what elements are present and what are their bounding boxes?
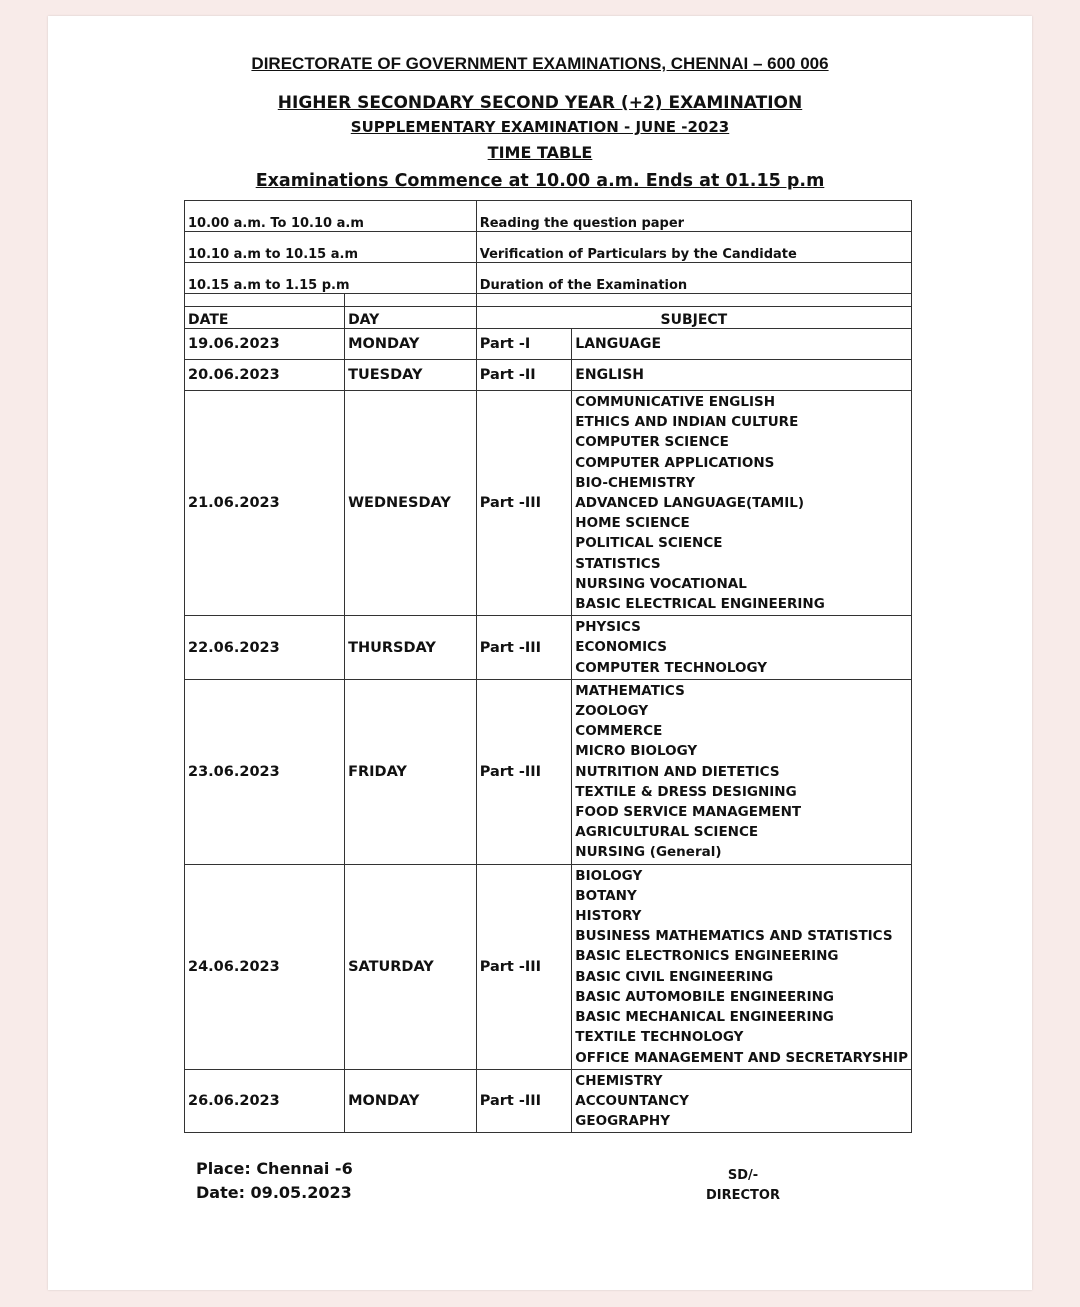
exam-part: Part -III bbox=[476, 1069, 572, 1133]
exam-rows bbox=[185, 329, 912, 1133]
exam-subjects bbox=[572, 1069, 912, 1133]
subject-item: BUSINESS MATHEMATICS AND STATISTICS bbox=[575, 928, 893, 945]
exam-title: HIGHER SECONDARY SECOND YEAR (+2) EXAMINATION bbox=[277, 93, 803, 113]
signature-text: SD/- bbox=[727, 1168, 759, 1183]
subject-item: HOME SCIENCE bbox=[575, 515, 690, 532]
subject-item: ACCOUNTANCY bbox=[575, 1092, 689, 1109]
subject-item: HISTORY bbox=[575, 908, 642, 925]
column-header-row bbox=[185, 307, 912, 329]
subject-item: FOOD SERVICE MANAGEMENT bbox=[575, 804, 802, 821]
subject-item: POLITICAL SCIENCE bbox=[575, 535, 723, 552]
subject-item: BIOLOGY bbox=[575, 867, 643, 884]
subject-item: LANGUAGE bbox=[575, 335, 662, 352]
subject-item: BASIC ELECTRICAL ENGINEERING bbox=[575, 596, 825, 613]
exam-day: MONDAY bbox=[345, 329, 477, 360]
schedule-activity: Duration of the Examination bbox=[476, 263, 911, 294]
schedule-row bbox=[185, 201, 912, 232]
subject-item: TEXTILE TECHNOLOGY bbox=[575, 1029, 744, 1046]
exam-date: 26.06.2023 bbox=[185, 1069, 345, 1133]
exam-date: 23.06.2023 bbox=[185, 679, 345, 864]
exam-date: 20.06.2023 bbox=[185, 360, 345, 391]
subject-item: NURSING (General) bbox=[575, 844, 722, 861]
schedule-activity: Verification of Particulars by the Candidate bbox=[476, 232, 911, 263]
subject-item: BASIC AUTOMOBILE ENGINEERING bbox=[575, 988, 834, 1005]
exam-row bbox=[185, 391, 912, 616]
column-header-date: DATE bbox=[185, 307, 345, 329]
exam-part: Part -III bbox=[476, 391, 572, 616]
exam-part: Part -III bbox=[476, 616, 572, 680]
exam-date: 19.06.2023 bbox=[185, 329, 345, 360]
exam-day: THURSDAY bbox=[345, 616, 477, 680]
exam-day: MONDAY bbox=[345, 1069, 477, 1133]
directorate-heading: DIRECTORATE OF GOVERNMENT EXAMINATIONS, CHENNAI – 600 006 bbox=[251, 54, 829, 73]
schedule-activity: Reading the question paper bbox=[476, 201, 911, 232]
subject-item: COMPUTER SCIENCE bbox=[575, 434, 729, 451]
subject-item: BASIC ELECTRONICS ENGINEERING bbox=[575, 948, 839, 965]
subject-item: BASIC MECHANICAL ENGINEERING bbox=[575, 1009, 834, 1026]
place-date-block bbox=[196, 1157, 353, 1205]
exam-subjects bbox=[572, 616, 912, 680]
column-header-subject: SUBJECT bbox=[476, 307, 911, 329]
exam-part: Part -III bbox=[476, 679, 572, 864]
exam-day: SATURDAY bbox=[345, 864, 477, 1069]
subject-item: ECONOMICS bbox=[575, 639, 668, 656]
subject-item: CHEMISTRY bbox=[575, 1072, 663, 1089]
subject-item: ETHICS AND INDIAN CULTURE bbox=[575, 414, 799, 431]
subject-item: MICRO BIOLOGY bbox=[575, 743, 698, 760]
exam-day: FRIDAY bbox=[345, 679, 477, 864]
exam-timing: Examinations Commence at 10.00 a.m. Ends at 01.15 p.m bbox=[255, 171, 825, 191]
exam-part: Part -II bbox=[476, 360, 572, 391]
exam-part: Part -I bbox=[476, 329, 572, 360]
subject-item: BIO-CHEMISTRY bbox=[575, 474, 696, 491]
signatory-text: DIRECTOR bbox=[706, 1188, 780, 1203]
subject-item: NUTRITION AND DIETETICS bbox=[575, 763, 780, 780]
subject-item: COMPUTER APPLICATIONS bbox=[575, 454, 775, 471]
subject-item: STATISTICS bbox=[575, 555, 661, 572]
exam-subtitle: SUPPLEMENTARY EXAMINATION - JUNE -2023 bbox=[350, 118, 730, 136]
doc-type-heading: TIME TABLE bbox=[487, 143, 593, 162]
signature-block bbox=[688, 1166, 798, 1206]
document-page bbox=[48, 16, 1032, 1290]
exam-row bbox=[185, 1069, 912, 1133]
exam-date: 24.06.2023 bbox=[185, 864, 345, 1069]
timetable bbox=[184, 200, 912, 1133]
exam-part: Part -III bbox=[476, 864, 572, 1069]
issue-date-text: Date: 09.05.2023 bbox=[196, 1183, 352, 1202]
spacer-row bbox=[185, 294, 912, 307]
subject-item: COMMERCE bbox=[575, 723, 663, 740]
subject-item: TEXTILE & DRESS DESIGNING bbox=[575, 783, 797, 800]
exam-row bbox=[185, 360, 912, 391]
subject-item: BASIC CIVIL ENGINEERING bbox=[575, 968, 774, 985]
subject-item: COMPUTER TECHNOLOGY bbox=[575, 659, 768, 676]
subject-item: PHYSICS bbox=[575, 619, 641, 636]
spacer-cell bbox=[185, 294, 345, 307]
exam-row bbox=[185, 616, 912, 680]
subject-item: ADVANCED LANGUAGE(TAMIL) bbox=[575, 495, 804, 512]
subject-item: BOTANY bbox=[575, 887, 637, 904]
exam-date: 21.06.2023 bbox=[185, 391, 345, 616]
subject-item: MATHEMATICS bbox=[575, 682, 685, 699]
exam-subjects bbox=[572, 679, 912, 864]
subject-item: ENGLISH bbox=[575, 366, 644, 383]
schedule-time: 10.10 a.m to 10.15 a.m bbox=[185, 232, 477, 263]
exam-subjects bbox=[572, 864, 912, 1069]
exam-row bbox=[185, 329, 912, 360]
exam-date: 22.06.2023 bbox=[185, 616, 345, 680]
exam-subjects bbox=[572, 329, 912, 360]
subject-item: GEOGRAPHY bbox=[575, 1113, 670, 1130]
schedule-row bbox=[185, 263, 912, 294]
subject-item: AGRICULTURAL SCIENCE bbox=[575, 824, 759, 841]
spacer-cell bbox=[476, 294, 911, 307]
schedule-row bbox=[185, 232, 912, 263]
exam-subjects bbox=[572, 391, 912, 616]
exam-row bbox=[185, 864, 912, 1069]
exam-day: TUESDAY bbox=[345, 360, 477, 391]
subject-item: OFFICE MANAGEMENT AND SECRETARYSHIP bbox=[575, 1049, 908, 1066]
schedule-time: 10.00 a.m. To 10.10 a.m bbox=[185, 201, 477, 232]
exam-subjects bbox=[572, 360, 912, 391]
exam-day: WEDNESDAY bbox=[345, 391, 477, 616]
place-text: Place: Chennai -6 bbox=[196, 1159, 353, 1178]
subject-item: COMMUNICATIVE ENGLISH bbox=[575, 394, 775, 410]
exam-row bbox=[185, 679, 912, 864]
schedule-time: 10.15 a.m to 1.15 p.m bbox=[185, 263, 477, 294]
column-header-day: DAY bbox=[345, 307, 477, 329]
spacer-cell bbox=[345, 294, 477, 307]
subject-item: NURSING VOCATIONAL bbox=[575, 575, 747, 592]
subject-item: ZOOLOGY bbox=[575, 703, 649, 720]
